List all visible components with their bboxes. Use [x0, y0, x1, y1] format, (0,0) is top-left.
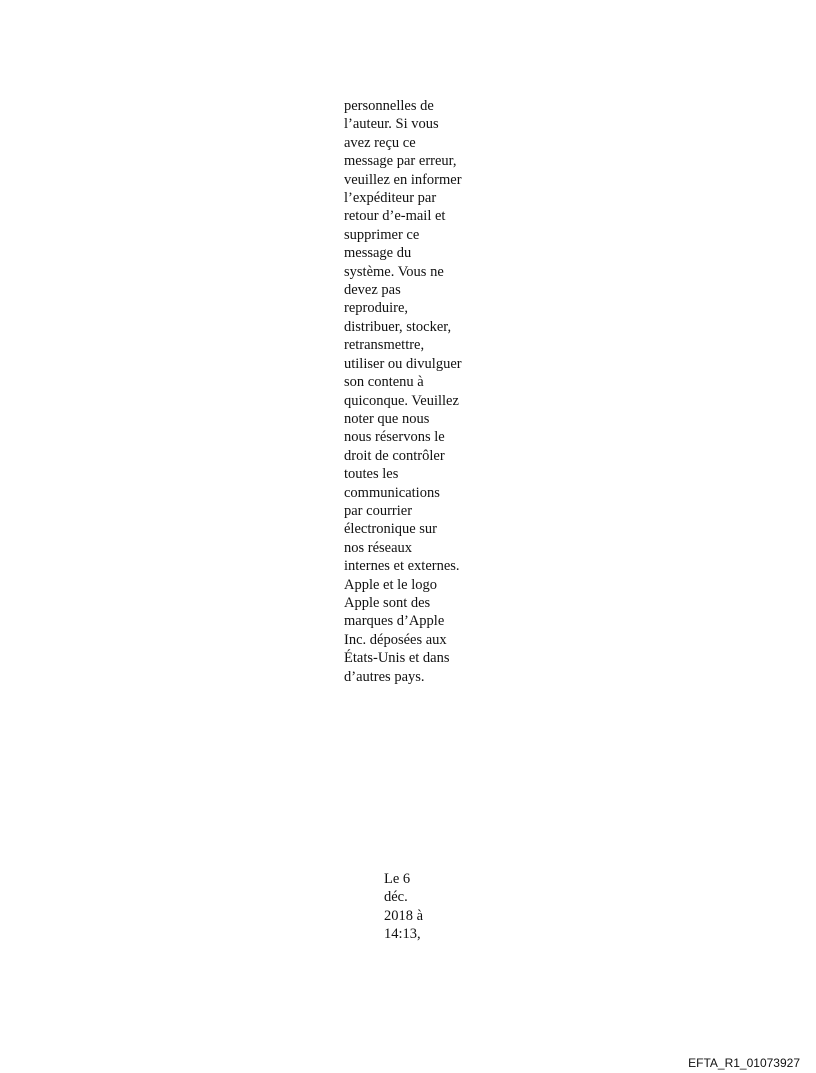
disclaimer-line: quiconque. Veuillez — [344, 392, 459, 409]
disclaimer-line: nos réseaux — [344, 539, 413, 556]
disclaimer-line: supprimer ce — [344, 226, 420, 243]
disclaimer-line: marques d’Apple — [344, 613, 445, 630]
disclaimer-line: nous réservons le — [344, 429, 445, 446]
disclaimer-line: électronique sur — [344, 521, 438, 538]
disclaimer-line: retransmettre, — [344, 337, 425, 354]
reply-date-header — [384, 870, 464, 944]
disclaimer-line: internes et externes. — [344, 558, 460, 575]
date-line: déc. — [384, 889, 408, 906]
disclaimer-line: devez pas — [344, 282, 401, 299]
disclaimer-line: veuillez en informer — [344, 171, 462, 188]
disclaimer-line: message par erreur, — [344, 153, 457, 170]
disclaimer-line: Inc. déposées aux — [344, 631, 447, 648]
disclaimer-line: l’expéditeur par — [344, 190, 437, 207]
disclaimer-line: avez reçu ce — [344, 134, 416, 151]
disclaimer-line: par courrier — [344, 502, 413, 519]
disclaimer-line: communications — [344, 484, 440, 501]
disclaimer-line: noter que nous — [344, 410, 430, 427]
disclaimer-line: Apple et le logo — [344, 576, 438, 593]
date-line: 2018 à — [384, 907, 424, 924]
disclaimer-line: système. Vous ne — [344, 263, 444, 280]
disclaimer-line: d’autres pays. — [344, 668, 425, 685]
document-id-stamp: EFTA_R1_01073927 — [688, 1056, 800, 1070]
disclaimer-line: message du — [344, 245, 412, 262]
disclaimer-line: distribuer, stocker, — [344, 318, 452, 335]
date-line: 14:13, — [384, 926, 421, 943]
disclaimer-line: personnelles de — [344, 98, 434, 114]
disclaimer-line: utiliser ou divulguer — [344, 355, 462, 372]
disclaimer-line: son contenu à — [344, 374, 424, 391]
disclaimer-line: États-Unis et dans — [344, 650, 450, 667]
disclaimer-line: retour d’e-mail et — [344, 208, 446, 225]
disclaimer-line: droit de contrôler — [344, 447, 445, 464]
date-line: Le 6 — [384, 871, 411, 887]
email-disclaimer-paragraph — [344, 97, 484, 686]
disclaimer-line: reproduire, — [344, 300, 409, 317]
disclaimer-line: l’auteur. Si vous — [344, 116, 439, 133]
disclaimer-line: Apple sont des — [344, 594, 431, 611]
disclaimer-line: toutes les — [344, 466, 399, 483]
